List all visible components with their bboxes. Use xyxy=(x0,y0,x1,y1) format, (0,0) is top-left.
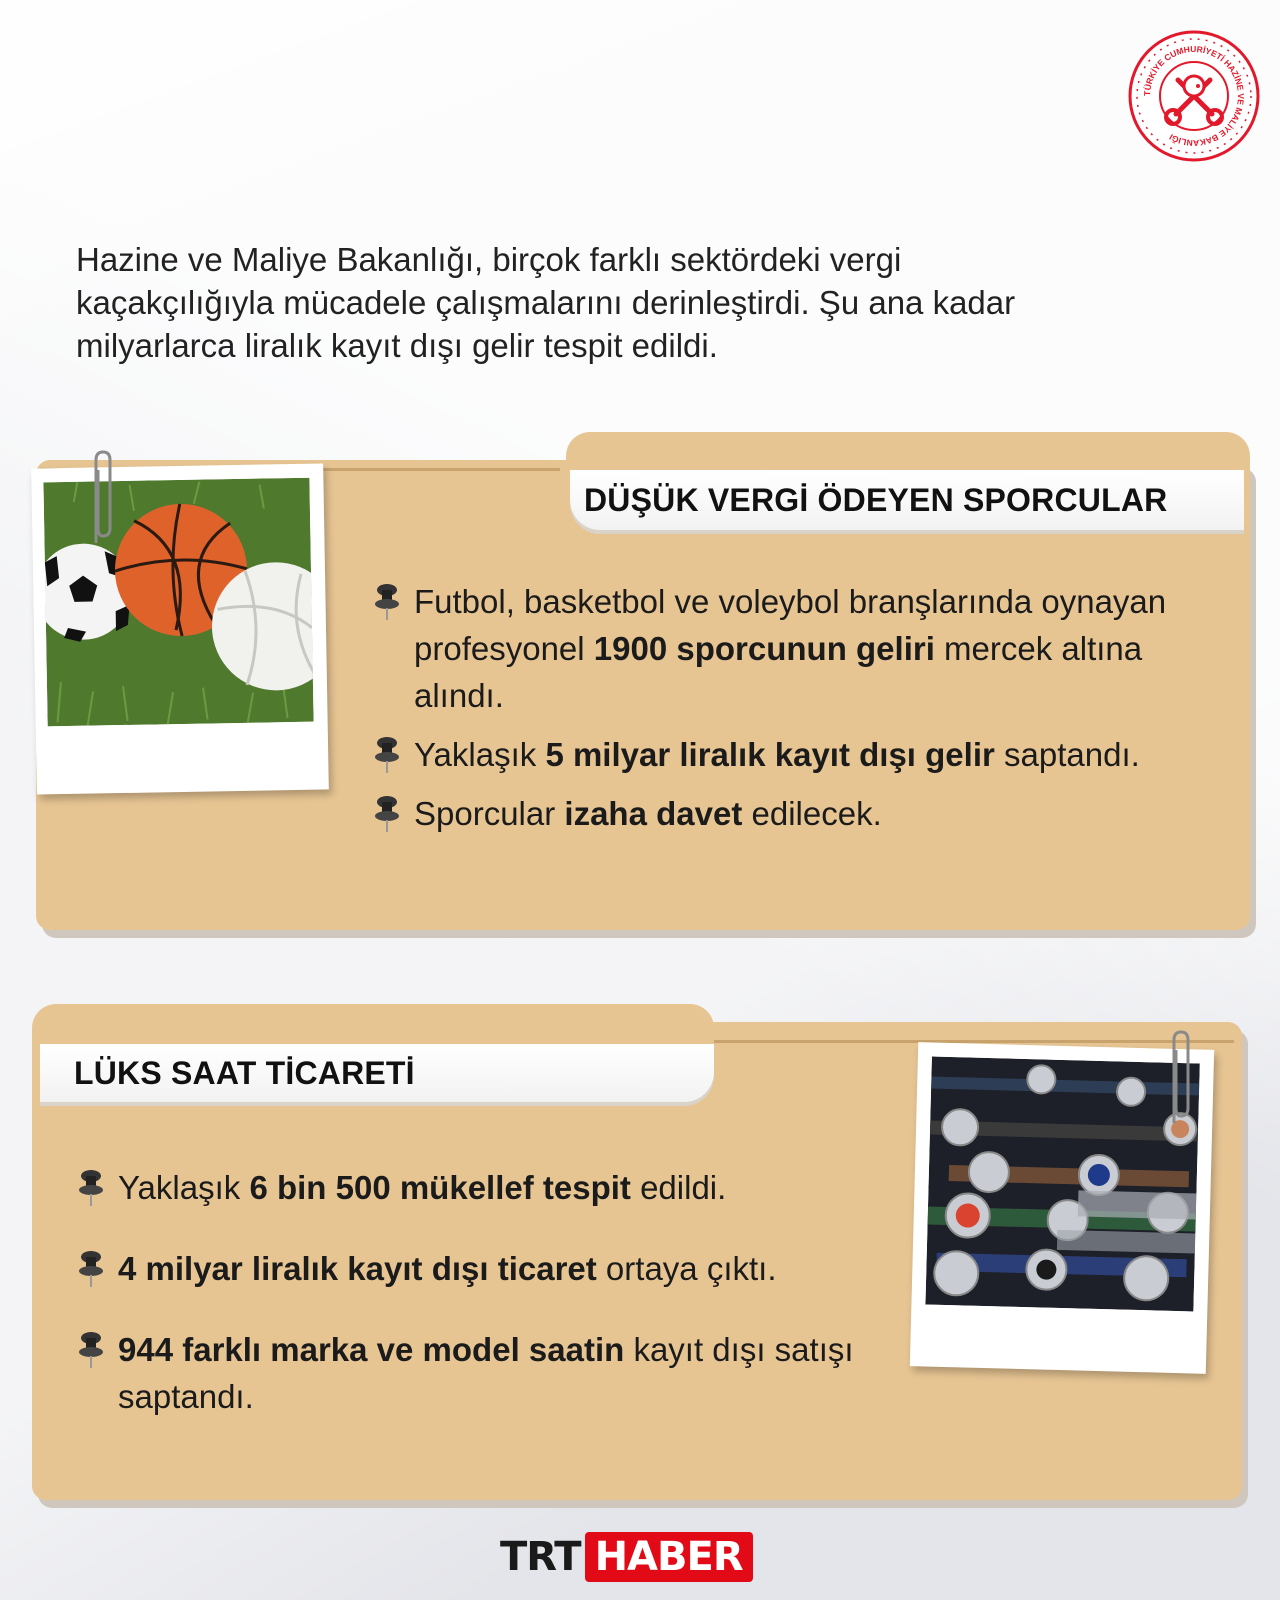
intro-line: Hazine ve Maliye Bakanlığı, birçok farklı sektördeki vergi xyxy=(76,241,902,278)
item-text: Sporcular xyxy=(414,795,565,832)
ministry-seal xyxy=(1126,28,1262,164)
item-text: Yaklaşık xyxy=(118,1169,250,1206)
item-bold: izaha davet xyxy=(564,795,743,832)
item-bold: 4 milyar liralık kayıt dışı ticaret xyxy=(118,1250,597,1287)
paperclip-icon xyxy=(88,448,118,548)
intro-paragraph xyxy=(76,238,1196,367)
watches-image xyxy=(925,1057,1199,1312)
list-item xyxy=(374,790,1174,837)
item-text: Futbol, basketbol ve voleybol branşlarında oynayan profesyonel xyxy=(414,583,1167,667)
bullet-list-athletes xyxy=(374,578,1174,837)
list-item xyxy=(374,578,1174,719)
seal-icon xyxy=(1126,28,1262,164)
pushpin-icon xyxy=(78,1249,104,1289)
item-text: saptandı. xyxy=(994,736,1140,773)
item-bold: 6 bin 500 mükellef tespit xyxy=(249,1169,631,1206)
item-text: edilecek. xyxy=(742,795,882,832)
pushpin-icon xyxy=(374,582,400,622)
trt-haber-logo xyxy=(500,1532,753,1582)
pushpin-icon xyxy=(78,1330,104,1370)
svg-text:TÜRKİYE CUMHURİYETİ HAZİNE VE: TÜRKİYE CUMHURİYETİ HAZİNE VE MALİYE BAKANLIĞI xyxy=(1141,43,1247,149)
item-text: edildi. xyxy=(630,1169,727,1206)
list-item xyxy=(374,731,1174,778)
item-text: kayıt dışı satışı saptandı. xyxy=(118,1331,854,1415)
item-text: ortaya çıktı. xyxy=(596,1250,777,1287)
item-bold: 5 milyar liralık kayıt dışı gelir xyxy=(545,736,995,773)
pushpin-icon xyxy=(374,794,400,834)
list-item xyxy=(78,1326,898,1420)
photo-sports-balls xyxy=(31,463,329,794)
sports-balls-image xyxy=(43,478,313,727)
list-item xyxy=(78,1164,898,1211)
folder-line xyxy=(714,1040,1234,1043)
list-item xyxy=(78,1245,898,1292)
pushpin-icon xyxy=(78,1168,104,1208)
logo-trt: TRT xyxy=(500,1534,581,1580)
section-title-watches xyxy=(40,1044,714,1102)
section-title-text: DÜŞÜK VERGİ ÖDEYEN SPORCULAR xyxy=(584,481,1168,518)
logo-haber: HABER xyxy=(585,1532,753,1582)
pushpin-icon xyxy=(374,735,400,775)
bullet-list-watches xyxy=(78,1164,898,1420)
item-bold: 944 farklı marka ve model saatin xyxy=(118,1331,625,1368)
item-bold: 1900 sporcunun geliri xyxy=(593,630,935,667)
intro-line: milyarlarca liralık kayıt dışı gelir tespit edildi. xyxy=(76,327,718,364)
section-title-athletes xyxy=(570,470,1244,530)
section-title-text: LÜKS SAAT TİCARETİ xyxy=(74,1054,415,1091)
item-text: mercek altına alındı. xyxy=(414,630,1143,714)
paperclip-icon xyxy=(1166,1028,1196,1128)
intro-line: kaçakçılığıyla mücadele çalışmalarını derinleştirdi. Şu ana kadar xyxy=(76,284,1016,321)
item-text: Yaklaşık xyxy=(414,736,546,773)
